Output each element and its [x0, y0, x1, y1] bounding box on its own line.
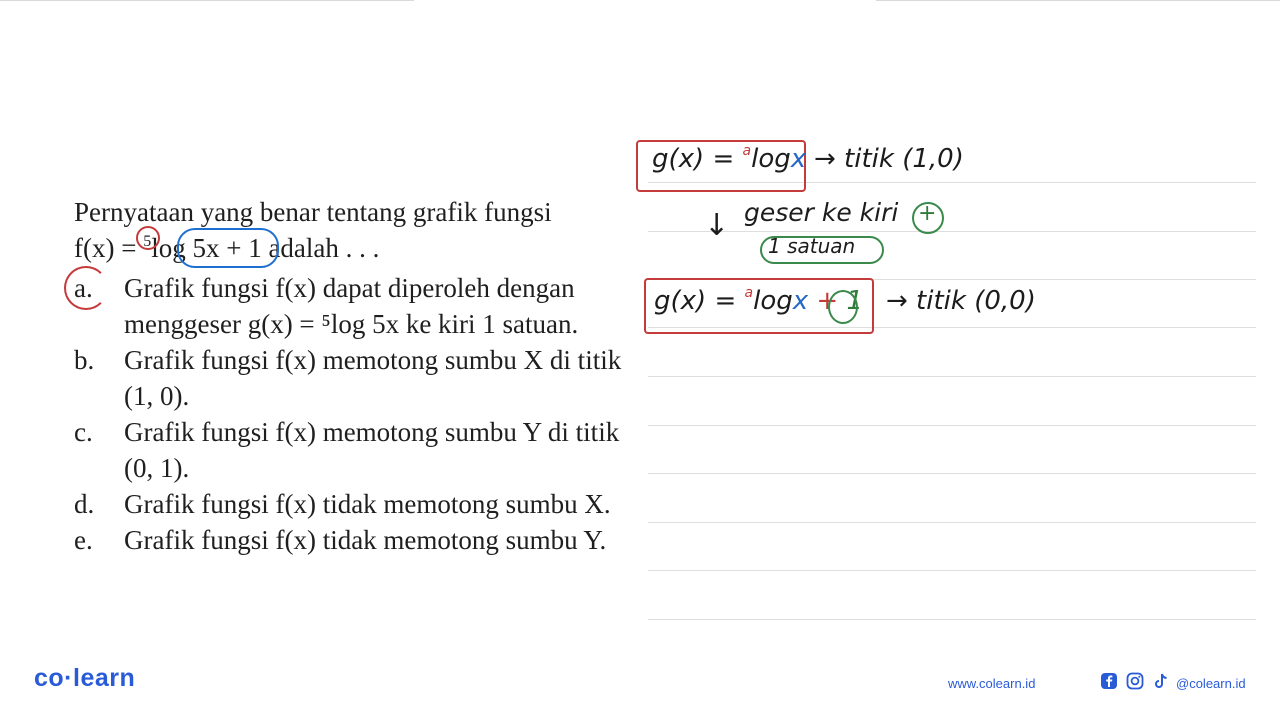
- answer-mark: [64, 266, 108, 310]
- ruled-line: [648, 522, 1256, 523]
- colearn-logo: co·learn: [34, 664, 136, 692]
- note3-one: 1: [846, 286, 863, 316]
- tiktok-icon[interactable]: [1152, 672, 1170, 690]
- ruled-line: [648, 231, 1256, 232]
- fx-prefix: f(x) =: [74, 233, 144, 263]
- shift-text: geser ke kiri: [744, 198, 899, 227]
- note1-log: log: [751, 144, 791, 174]
- ruled-line: [648, 425, 1256, 426]
- note1-result: → titik (1,0): [814, 144, 964, 174]
- note3-result: → titik (0,0): [886, 286, 1036, 316]
- option-letter: e.: [74, 525, 93, 555]
- ruled-line: [648, 619, 1256, 620]
- option-letter: d.: [74, 489, 95, 519]
- option-text: Grafik fungsi f(x) memotong sumbu Y di titik: [124, 417, 620, 447]
- note1-x: x: [790, 144, 807, 174]
- fx-argument: 5x + 1: [192, 233, 262, 263]
- website-link[interactable]: www.colearn.id: [948, 676, 1036, 691]
- note3-plus: +: [808, 286, 847, 316]
- option-text: Grafik fungsi f(x) tidak memotong sumbu Y.: [124, 525, 607, 555]
- instagram-icon[interactable]: [1126, 672, 1144, 690]
- ruled-line: [648, 570, 1256, 571]
- option-letter: b.: [74, 345, 95, 375]
- option-text: Grafik fungsi f(x) dapat diperoleh dengan: [124, 273, 575, 303]
- fx-suffix: adalah . . .: [261, 233, 380, 263]
- option-letter: a.: [74, 273, 93, 303]
- option-text: Grafik fungsi f(x) tidak memotong sumbu X.: [124, 489, 611, 519]
- option-text: (1, 0).: [124, 381, 190, 411]
- fx-base: 5: [143, 233, 152, 250]
- plus-sign: +: [918, 201, 937, 226]
- fx-log: log: [151, 233, 186, 263]
- note3-sup: a: [744, 285, 754, 301]
- top-border-right: [876, 0, 1280, 1]
- arrow-down-icon: ↓: [704, 208, 730, 243]
- ruled-line: [648, 473, 1256, 474]
- base-highlight: [136, 226, 160, 250]
- question-intro: Pernyataan yang benar tentang grafik fungsi: [74, 197, 552, 227]
- argument-highlight: [177, 228, 279, 268]
- option-text: menggeser g(x) = ⁵log 5x ke kiri 1 satuan.: [124, 309, 579, 339]
- one-circle: [828, 290, 858, 324]
- note3-log: log: [753, 286, 793, 316]
- note1-sup: a: [742, 143, 752, 159]
- note1-lhs: g(x) =: [652, 144, 743, 174]
- top-border-left: [0, 0, 414, 1]
- note3-x: x: [792, 286, 809, 316]
- note3-lhs: g(x) =: [654, 286, 745, 316]
- ruled-line: [648, 376, 1256, 377]
- social-handle[interactable]: @colearn.id: [1176, 676, 1246, 691]
- satuan-text: 1 satuan: [768, 234, 856, 258]
- option-text: Grafik fungsi f(x) memotong sumbu X di titik: [124, 345, 622, 375]
- facebook-icon[interactable]: [1100, 672, 1118, 690]
- option-text: (0, 1).: [124, 453, 190, 483]
- note-line-1: [652, 144, 806, 174]
- option-letter: c.: [74, 417, 93, 447]
